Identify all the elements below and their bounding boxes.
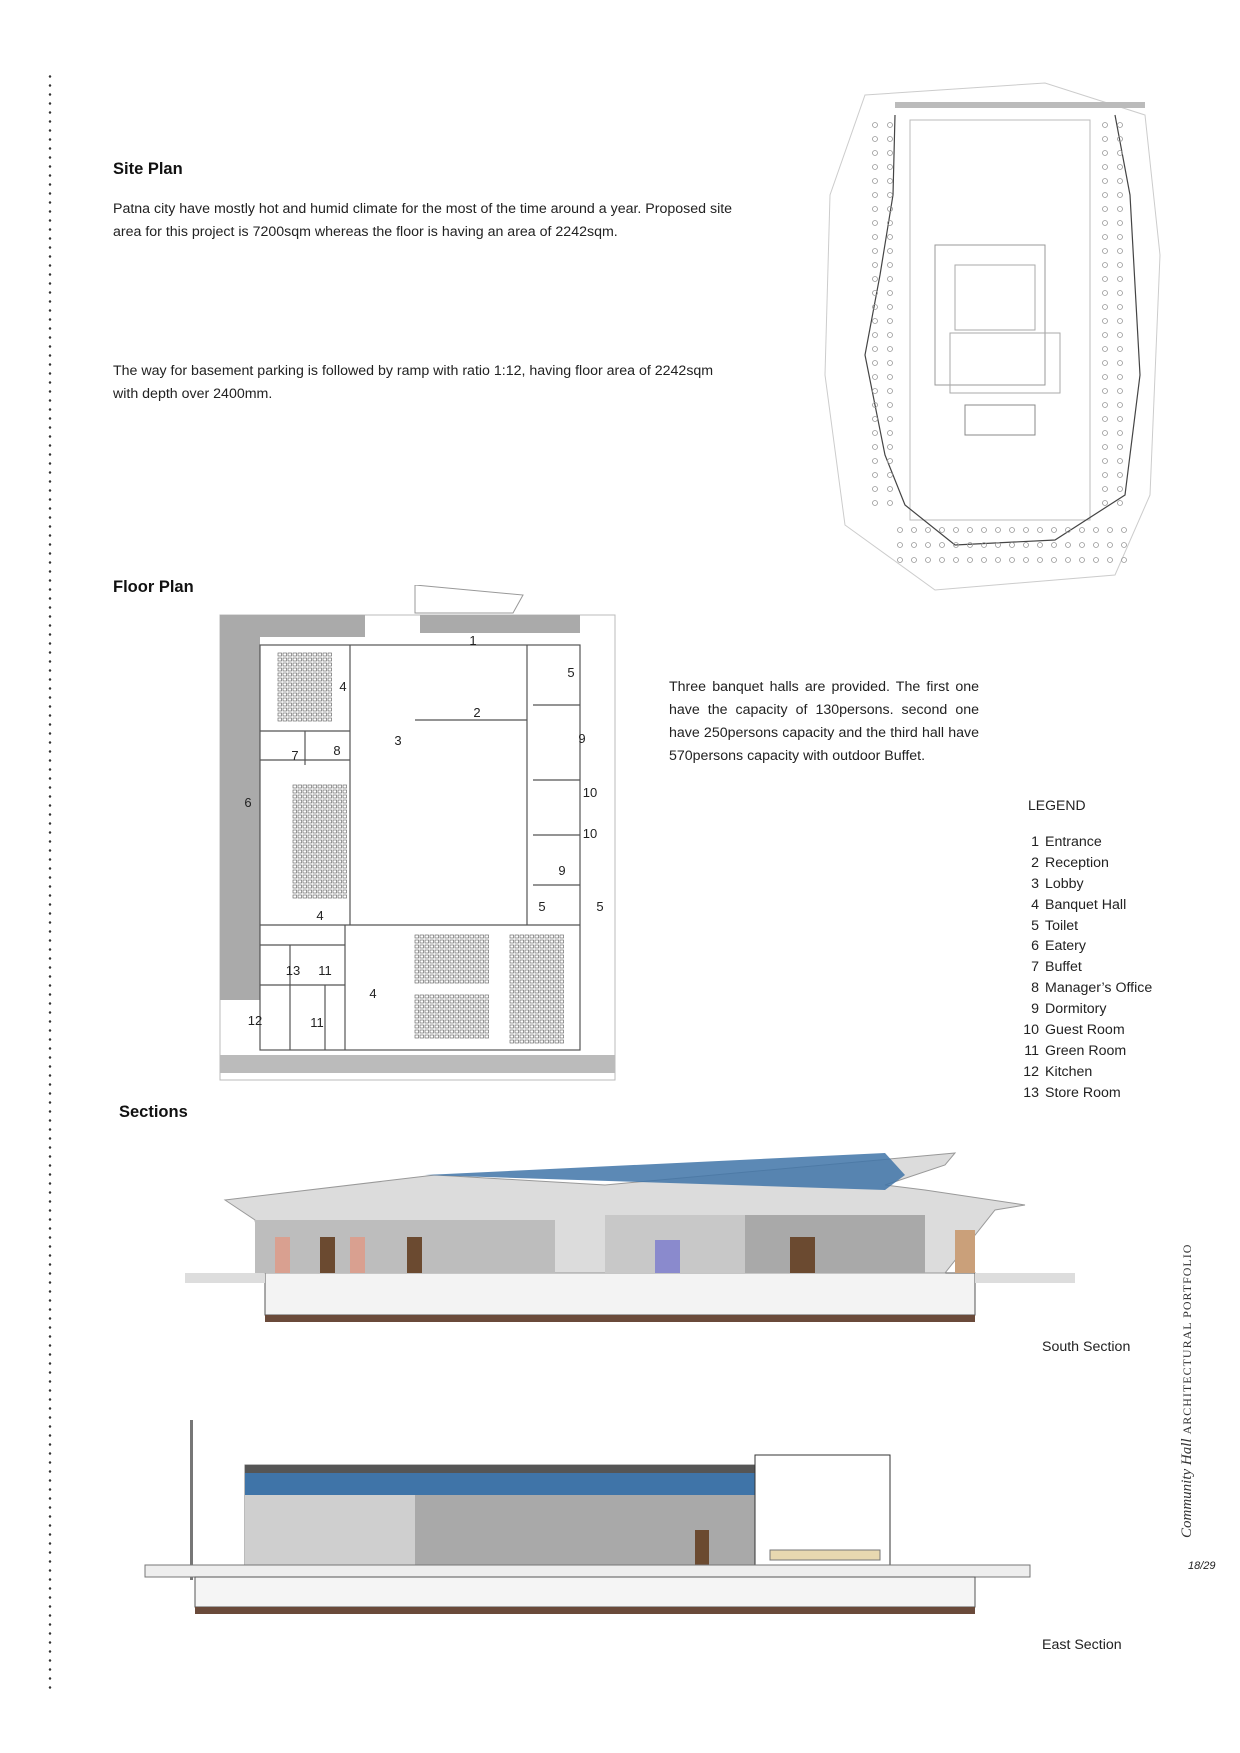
legend-item-number: 11 [1024, 1042, 1039, 1059]
room-label-dormitory-1: 9 [578, 731, 586, 746]
room-label-banquet-2: 4 [316, 908, 324, 923]
sections-heading: Sections [119, 1103, 188, 1121]
legend-item-number: 9 [1031, 1001, 1039, 1018]
legend-item-label: Eatery [1045, 938, 1087, 955]
floor-plan-description: Three banquet halls are provided. The first one have the capacity of 130persons. second one have 250persons capacity and the third hall have 570persons capacity with outdoor Buffet. [669, 679, 979, 764]
legend-item-number: 4 [1031, 896, 1039, 913]
east-section-drawing [135, 1420, 1070, 1630]
legend-item [1015, 916, 1152, 937]
legend-item-number: 6 [1031, 938, 1039, 955]
legend-item-number: 2 [1031, 854, 1039, 871]
legend-item [1015, 832, 1152, 853]
room-label-dormitory-2: 9 [558, 863, 566, 878]
room-label-toilet-3: 5 [596, 899, 604, 914]
margin-dotted-line [48, 72, 52, 1692]
room-label-lobby: 3 [394, 733, 402, 748]
room-label-store-room: 13 [285, 963, 301, 978]
legend-item-label: Dormitory [1045, 1001, 1107, 1018]
legend-item [1015, 874, 1152, 895]
legend-item-label: Green Room [1045, 1042, 1127, 1059]
room-label-green-room-1: 11 [318, 963, 332, 978]
site-plan-para1: Patna city have mostly hot and humid climate for the most of the time around a year. Proposed site area for this project is 7200sqm whereas the floor is having an area of 2242sqm. [113, 201, 733, 240]
legend-item-number: 10 [1023, 1022, 1039, 1039]
legend-item-label: Reception [1045, 854, 1109, 871]
legend-item-number: 1 [1031, 834, 1039, 850]
room-label-reception: 2 [473, 705, 481, 720]
page-number: 18/29 [1188, 1560, 1216, 1572]
legend-item-label: Toilet [1045, 917, 1079, 934]
south-section-drawing [185, 1145, 1075, 1340]
floor-plan-drawing [215, 585, 625, 1090]
floor-plan-heading: Floor Plan [113, 578, 194, 596]
legend-item-label: Guest Room [1045, 1022, 1125, 1039]
room-label-managers-office: 8 [333, 743, 341, 758]
legend-item [1015, 957, 1152, 978]
south-section-caption: South Section [1042, 1339, 1131, 1355]
legend-list [1015, 832, 1152, 1104]
east-section-caption: East Section [1042, 1637, 1122, 1653]
legend-item [1015, 999, 1152, 1020]
legend-item-label: Entrance [1045, 834, 1102, 850]
room-label-toilet-2: 5 [538, 899, 546, 914]
room-label-toilet-1: 5 [567, 665, 575, 680]
legend-item-number: 13 [1023, 1084, 1039, 1101]
legend-title: LEGEND [1028, 797, 1086, 813]
legend-item-number: 5 [1031, 917, 1039, 934]
legend-item-number: 8 [1031, 980, 1039, 997]
room-label-kitchen: 12 [247, 1013, 263, 1028]
room-label-guest-room-1: 10 [582, 785, 598, 800]
legend-item-number: 12 [1023, 1063, 1039, 1080]
legend-item [1015, 1020, 1152, 1041]
legend-item [1015, 1041, 1152, 1062]
legend-item [1015, 1083, 1152, 1104]
room-label-guest-room-2: 10 [582, 826, 598, 841]
portfolio-spine-title [1178, 1244, 1196, 1538]
legend-item [1015, 895, 1152, 916]
legend-item [1015, 936, 1152, 957]
room-label-buffet: 7 [291, 748, 299, 763]
room-label-entrance: 1 [469, 633, 477, 648]
legend-item-number: 3 [1031, 875, 1039, 892]
legend-item-label: Kitchen [1045, 1063, 1093, 1080]
site-plan-drawing [815, 75, 1175, 595]
room-label-eatery: 6 [244, 795, 252, 810]
legend-item-label: Banquet Hall [1045, 896, 1127, 913]
legend-item-label: Buffet [1045, 959, 1082, 976]
legend-item-label: Store Room [1045, 1084, 1121, 1101]
legend-item-label: Manager’s Office [1045, 980, 1153, 997]
legend-item [1015, 1062, 1152, 1083]
legend-item [1015, 978, 1152, 999]
site-plan-heading: Site Plan [113, 160, 183, 178]
legend-item [1015, 853, 1152, 874]
spine-title-caps: ARCHITECTURAL PORTFOLIO [1180, 1243, 1194, 1435]
site-plan-para2: The way for basement parking is followed by ramp with ratio 1:12, having floor area of 2242sqm with depth over 2400mm. [113, 363, 714, 402]
room-label-green-room-2: 11 [310, 1015, 324, 1030]
legend-item-number: 7 [1031, 959, 1039, 976]
room-label-banquet-3: 4 [369, 986, 377, 1001]
room-label-banquet-1: 4 [339, 679, 347, 694]
spine-title-script: Community Hall [1179, 1438, 1195, 1538]
legend-item-label: Lobby [1045, 875, 1084, 892]
